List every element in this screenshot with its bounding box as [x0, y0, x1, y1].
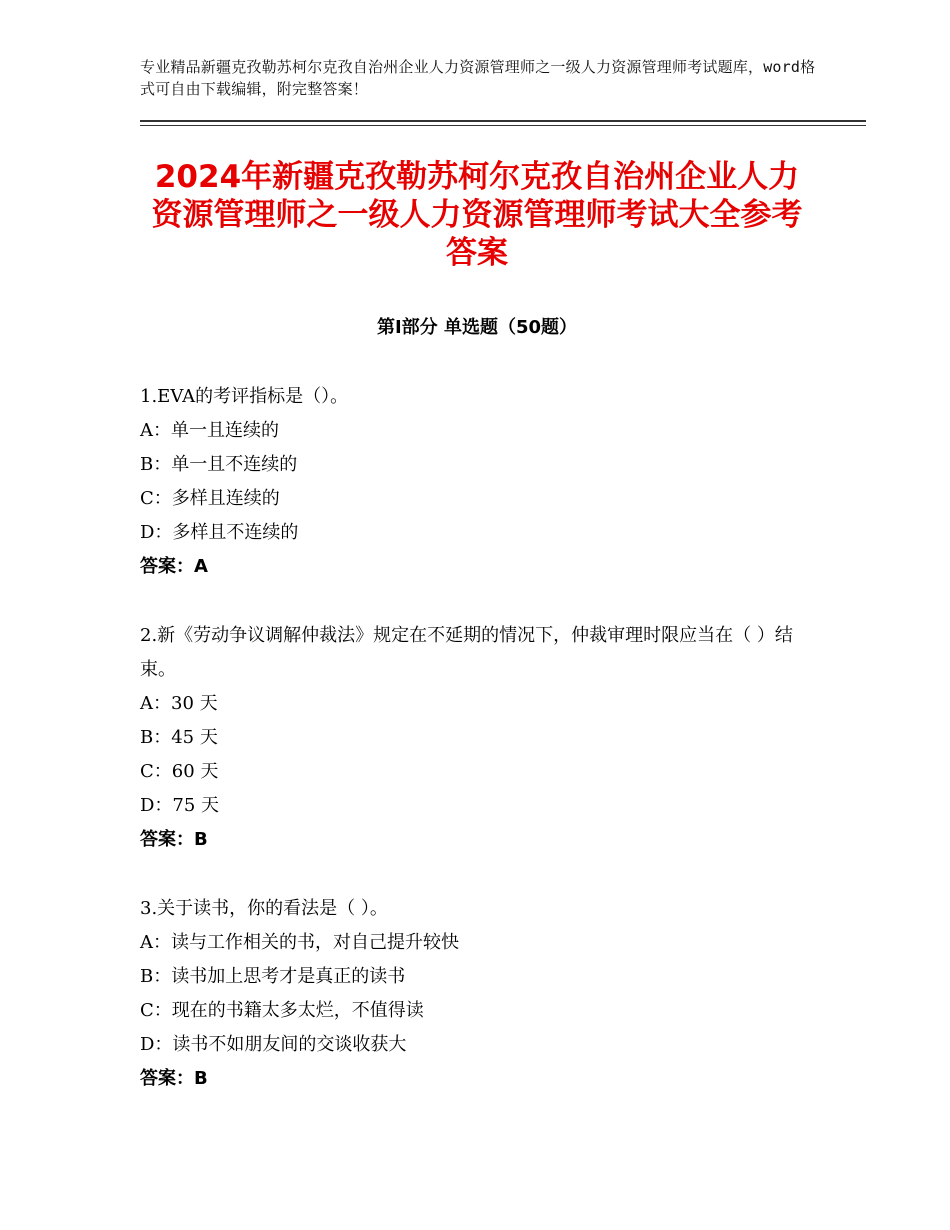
option-b: B：单一且不连续的 [140, 454, 298, 475]
option-b: B：45 天 [140, 727, 218, 748]
header-divider [140, 120, 866, 122]
question-text: 3.关于读书，你的看法是（ ）。 [140, 898, 388, 919]
document-title: 2024年新疆克孜勒苏柯尔克孜自治州企业人力资源管理师之一级人力资源管理师考试大全参考答案 [151, 159, 803, 271]
answer: 答案：A [140, 556, 208, 577]
section-heading: 第Ⅰ部分 单选题（50题） [376, 317, 577, 338]
option-d: D：读书不如朋友间的交谈收获大 [140, 1034, 407, 1055]
header-divider-thin [140, 125, 866, 126]
question-text: 1.EVA的考评指标是（）。 [140, 386, 349, 407]
question-3 [140, 892, 820, 1096]
option-c: C：多样且连续的 [140, 488, 280, 509]
question-text: 2.新《劳动争议调解仲裁法》规定在不延期的情况下，仲裁审理时限应当在（ ）结束。 [140, 625, 793, 680]
option-c: C：60 天 [140, 761, 219, 782]
option-c: C：现在的书籍太多太烂，不值得读 [140, 1000, 424, 1021]
option-a: A：读与工作相关的书，对自己提升较快 [140, 932, 459, 953]
option-a: A：单一且连续的 [140, 420, 279, 441]
option-a: A：30 天 [140, 693, 218, 714]
question-1 [140, 380, 820, 584]
option-b: B：读书加上思考才是真正的读书 [140, 966, 406, 987]
answer: 答案：B [140, 829, 208, 850]
option-d: D：75 天 [140, 795, 220, 816]
answer: 答案：B [140, 1068, 208, 1089]
question-2 [140, 619, 820, 857]
option-d: D：多样且不连续的 [140, 522, 299, 543]
header-note: 专业精品新疆克孜勒苏柯尔克孜自治州企业人力资源管理师之一级人力资源管理师考试题库，word格式可自由下载编辑，附完整答案！ [140, 58, 816, 98]
